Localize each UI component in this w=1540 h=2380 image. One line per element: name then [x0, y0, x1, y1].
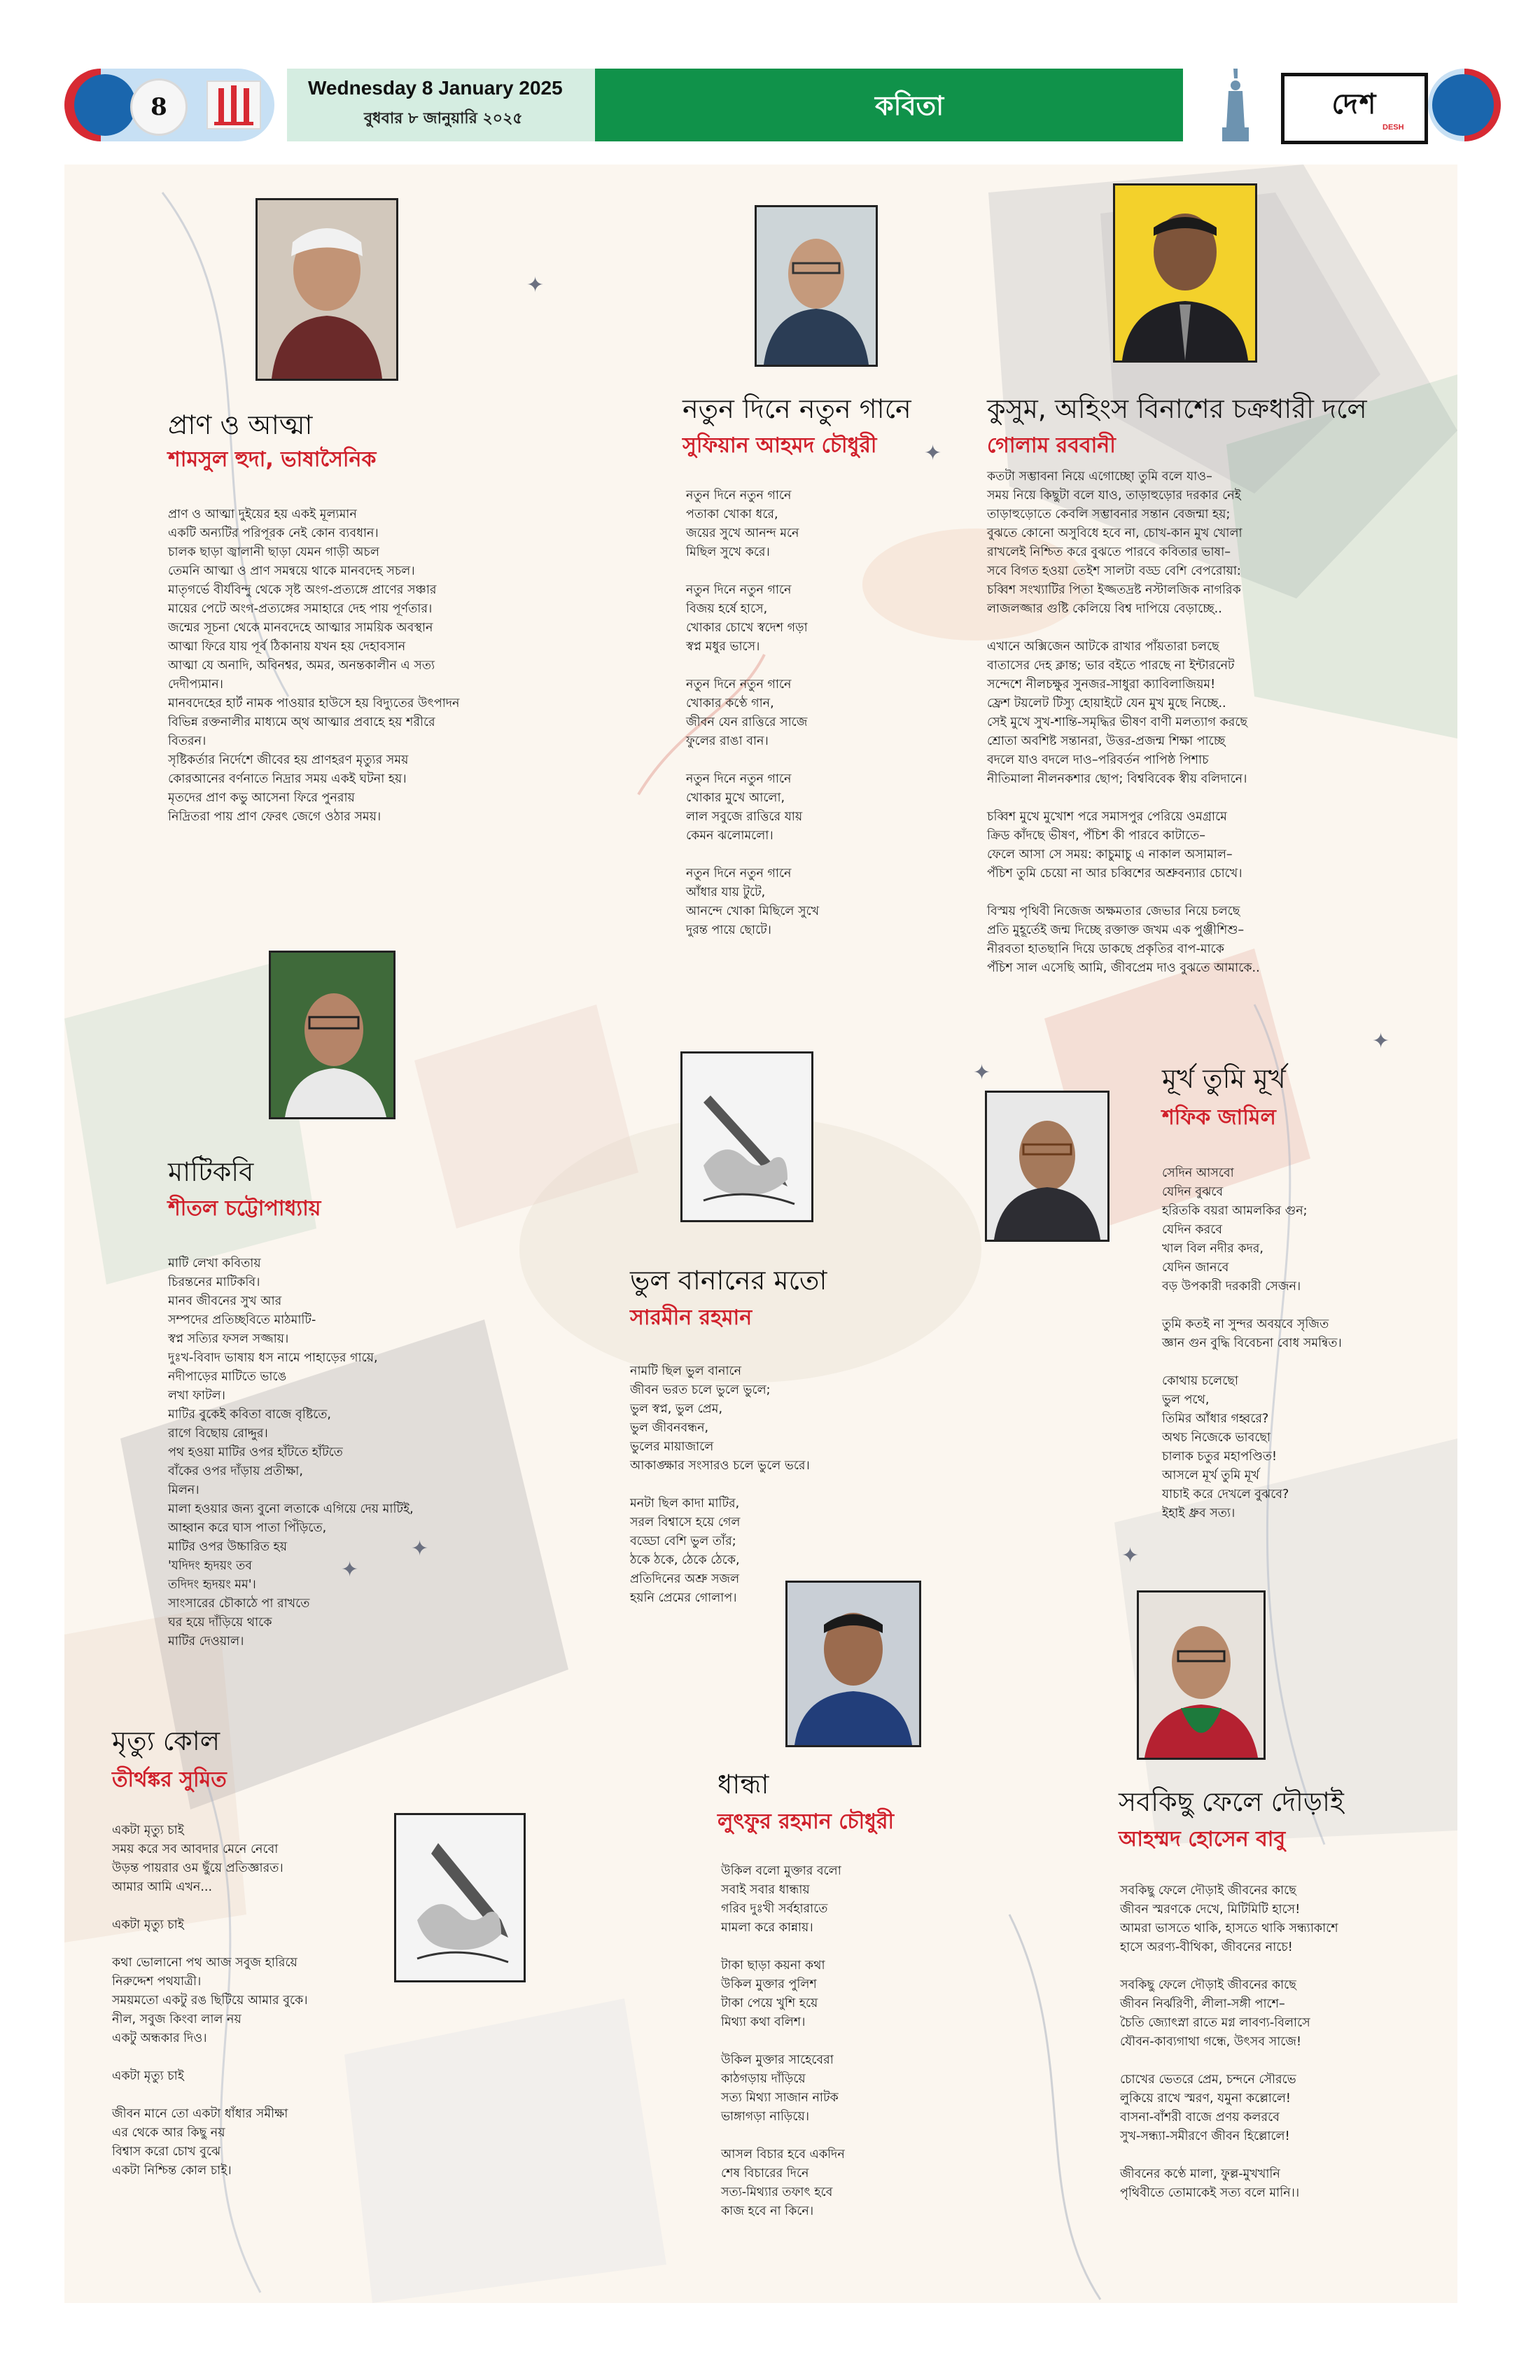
poem-stanza [1120, 2071, 1449, 2146]
poem-line: লুকিয়ে রাখে স্মরণ, যমুনা কল্লোলে! [1120, 2092, 1291, 2106]
poem-line: চালাক চতুর মহাপণ্ডিত! [1162, 1450, 1278, 1464]
poem-line: সময়মতো একটু রঙ ছিটিয়ে আমার বুকে। [112, 1994, 308, 2008]
poem-stanza [630, 1494, 980, 1608]
poem-line: আসল বিচার হবে একদিন [721, 2148, 845, 2162]
poem-line: তুমি কতই না সুন্দর অবয়বে সৃজিত [1162, 1317, 1329, 1331]
poem-body [1162, 1164, 1456, 1523]
poem-line: চোখের ভেতরে প্রেম, চন্দনে সৌরভে [1120, 2073, 1296, 2087]
poem-line: কাজ হবে না কিনে। [721, 2204, 814, 2218]
poem-line: একটা নিশ্চিন্ত কোল চাই। [112, 2164, 232, 2178]
poem-line: মাটির ওপর উচ্চারিত হয় [168, 1540, 288, 1554]
poem-body [630, 1362, 980, 1608]
poem-line: নতুন দিনে নতুন গানে [686, 867, 792, 881]
poem-line: আনন্দে খোকা মিছিলে সুখে [686, 904, 820, 918]
poem-line: তাড়াহুড়োতে কেবলি সম্ভাবনার সন্তান বেজন্মা হয়; [987, 507, 1231, 522]
poem-line: সেই মুখে সুখ-শান্তি-সমৃদ্ধির ভীষণ বাণী মলত্যাগ করছে [987, 715, 1247, 729]
poem-stanza [630, 1362, 980, 1476]
poem-stanza [1162, 1164, 1456, 1296]
poem-line: মাটির বুকেই কবিতা বাজে বৃষ্টিতে, [168, 1408, 331, 1422]
poem-line: লাজলজ্জার গুষ্টি কেলিয়ে বিশ্ব দাপিয়ে বেড়াচ্ছে.. [987, 602, 1222, 616]
poem-author: লুৎফুর রহমান চৌধুরী [718, 1809, 895, 1834]
poem-line: সৃষ্টিকর্তার নির্দেশে জীবের হয় প্রাণহরণ মৃত্যুর সময় [168, 753, 409, 767]
poem-line: যাচাই করে দেখলে বুঝবে? [1162, 1488, 1289, 1502]
poem-line: একটি অন্যটির পরিপূরক নেই কোন ব্যবধান। [168, 526, 379, 540]
poem-line: ফ্রেশ টয়লেট টিস্যু হোয়াইটে যেন মুখ মুছে নিচ্ছে.. [987, 696, 1226, 710]
poem-line: মিলন। [168, 1483, 200, 1497]
poem-line: জীবন ভরত চলে ভুলে ভুলে; [630, 1383, 771, 1397]
poem-line: নামটি ছিল ভুল বানানে [630, 1364, 742, 1378]
poem-body [686, 486, 917, 940]
poem-line: সবে বিগত হওয়া তেইশ সালটা বড্ড বেশি বেপরোয়া: [987, 564, 1241, 578]
poem-author: শীতল চট্টোপাধ্যায় [168, 1196, 321, 1221]
poem-line: প্রতি মুহূর্তেই জন্ম দিচ্ছে রক্তাক্ত জখম এক পুঞ্জীশিশু– [987, 923, 1245, 937]
poem-stanza [1120, 1882, 1449, 1957]
poem-line: সুখ-সন্ধ্যা-সমীরণে জীবন হিল্লোলে! [1120, 2129, 1290, 2143]
poem-line: নতুন দিনে নতুন গানে [686, 583, 792, 597]
poem-line: জীবন মানে তো একটা ধাঁধার সমীক্ষা [112, 2107, 288, 2121]
poem-line: চব্বিশ সংখ্যাটির পিতা ইজ্জতদ্রষ্ট নস্টালজিক নাগরিক [987, 583, 1241, 597]
poem-line: দুঃখ-বিবাদ ভাষায় ধস নামে পাহাড়ের গায়ে, [168, 1351, 378, 1365]
poem-title: সবকিছু ফেলে দৌড়াই [1119, 1786, 1344, 1817]
poem-line: মনটা ছিল কাদা মাটির, [630, 1497, 740, 1511]
poem-line: ক্রিড কাঁদছে ভীষণ, পঁচিশ কী পারবে কাটাতে– [987, 829, 1206, 843]
poem-line: আত্মা ফিরে যায় পূর্ব ঠিকানায় যখন হয় দেহাবসান [168, 640, 406, 654]
poem-stanza [987, 808, 1449, 883]
sparkle-icon: ✦ [1372, 1029, 1390, 1054]
poem-line: বিজয় হর্ষে হাসে, [686, 602, 768, 616]
poem-line: নতুন দিনে নতুন গানে [686, 489, 792, 503]
poem-stanza [1162, 1315, 1456, 1353]
poem-line: জীবন স্মরণকে দেখে, মিটিমিটি হাসে! [1120, 1903, 1301, 1917]
poem-stanza [721, 2146, 1015, 2221]
poem-line: আহ্বান করে ঘাস পাতা পিঁড়িতে, [168, 1521, 327, 1535]
poem-stanza [112, 1821, 448, 1897]
poem-stanza [686, 676, 917, 751]
poem-line: বদলে যাও বদলে দাও–পরিবর্তন পাপিষ্ঠ পিশাচ [987, 753, 1209, 767]
poem-line: সন্দেশে নীলচক্ষুর সুনজর-সাধুরা ক্যাবিলাজিয়ম! [987, 678, 1216, 692]
poem-line: ভুল পথে, [1162, 1393, 1210, 1407]
poem-line: খোকার মুখে আলো, [686, 791, 785, 805]
poem-line: একটু অন্ধকার দিও। [112, 2031, 207, 2045]
poem-body [112, 1821, 448, 2180]
sparkle-icon: ✦ [1121, 1544, 1140, 1568]
poem-title: মৃত্যু কোল [112, 1726, 220, 1756]
poem-stanza [112, 2105, 448, 2180]
poem-line: বড্ডো বেশি ভুল তাঁর; [630, 1534, 736, 1548]
poem-stanza [1162, 1372, 1456, 1523]
pen-drawing-image [680, 1051, 813, 1222]
poem-line: যেদিন করবে [1162, 1223, 1223, 1237]
poem-line: সাংসারের চৌকাঠে পা রাখতে [168, 1597, 310, 1611]
poem-stanza [721, 1956, 1015, 2032]
poem-line: এর থেকে আর কিছু নয় [112, 2126, 225, 2140]
poem-line: মিছিল সুখে করে। [686, 545, 770, 559]
poem-line: রাগে বিছোয় রোদ্দুর। [168, 1427, 268, 1441]
poem-line: নদীপাড়ের মাটিতে ভাঙে [168, 1370, 287, 1384]
poem-author: শফিক জামিল [1162, 1105, 1276, 1130]
poem-line: বিস্ময় পৃথিবী নিজেজ অক্ষমতার জেভার নিয়ে চলছে [987, 904, 1240, 918]
poem-line: পঁচিশ সাল এসেছি আমি, জীবপ্রেম দাও বুঝতে আমাকে.. [987, 961, 1260, 975]
poem-line: ফুলের রাঙা বান। [686, 734, 769, 748]
sparkle-icon: ✦ [924, 441, 942, 465]
date-english: Wednesday 8 January 2025 [308, 77, 563, 99]
poem-title: প্রাণ ও আত্মা [168, 410, 313, 440]
poem-line: চৈতি জ্যোৎস্না রাতে মগ্ন লাবণ্য-বিলাসে [1120, 2016, 1310, 2030]
poem-line: 'যদিদং হৃদয়ং তব [168, 1559, 252, 1573]
poem-line: টাকা ছাড়া কয়না কথা [721, 1959, 825, 1973]
poem-line: ভুল জীবনবন্ধন, [630, 1421, 709, 1435]
poem-line: পথ হওয়া মাটির ওপর হাঁটতে হাঁটতে [168, 1446, 343, 1460]
poem-stanza [987, 902, 1449, 978]
poem-line: যৌবন-কাব্যগাথা গন্ধে, উৎসব সাজে! [1120, 2035, 1302, 2049]
poem-line: মাটির দেওয়াল। [168, 1634, 244, 1648]
poem-line: মানবদেহের হার্ট নামক পাওয়ার হাউসে হয় বিদ্যুতের উৎপাদন [168, 696, 460, 710]
poem-line: সময় নিয়ে কিছুটা বলে যাও, তাড়াহুড়োর দরকার নেই [987, 489, 1241, 503]
poem-line: সরল বিশ্বাসে হয়ে গেল [630, 1516, 741, 1530]
poem-line: ইহাই ধ্রুব সত্য। [1162, 1506, 1236, 1520]
poem-line: ভাঙ্গাগড়া নাড়িয়ে। [721, 2110, 810, 2124]
poem-stanza [112, 2067, 448, 2086]
poem-line: হরিতকি বয়রা আমলকির গুন; [1162, 1204, 1308, 1218]
poem-body [168, 1254, 588, 1651]
poem-body [1120, 1882, 1449, 2203]
sparkle-icon: ✦ [973, 1060, 991, 1085]
poem-title: কুসুম, অহিংস বিনাশের চক্রধারী দলে [987, 393, 1367, 424]
poem-line: জয়ের সুখে আনন্দ মনে [686, 526, 799, 540]
poem-stanza [686, 486, 917, 562]
poem-stanza [686, 770, 917, 846]
poem-line: সত্য মিথ্যা সাজান নাটক [721, 2091, 839, 2105]
poem-title: ধান্ধা [718, 1769, 769, 1800]
poem-line: নতুন দিনে নতুন গানে [686, 678, 792, 692]
poem-line: মৃতদের প্রাণ কভু আসেনা ফিরে পুনরায় [168, 791, 355, 805]
poem-stanza [721, 2051, 1015, 2127]
poem-line: চালক ছাড়া জ্বালানী ছাড়া যেমন গাড়ী অচল [168, 545, 379, 559]
poem-line: তেমনি আত্মা ও প্রাণ সমন্বয়ে থাকে মানবদেহ সচল। [168, 564, 415, 578]
desh-logo: দেশ [1281, 73, 1428, 144]
poem-line: ঠকে ঠকে, ঠেকে ঠেকে, [630, 1553, 740, 1567]
poem-line: মাটি লেখা কবিতায় [168, 1256, 261, 1270]
poem-title: ভুল বানানের মতো [630, 1265, 827, 1296]
poem-line: আমার আমি এখন... [112, 1880, 213, 1894]
poem-line: পৃথিবীতে তোমাকেই সত্য বলে মানি।। [1120, 2186, 1300, 2200]
poem-line: পতাকা খোকা ধরে, [686, 507, 778, 522]
poem-line: খোকার চোখে স্বদেশ গড়া [686, 621, 808, 635]
poem-line: মিথ্যা কথা বলিশ। [721, 2015, 806, 2029]
poem-stanza [1120, 1976, 1449, 2052]
poem-line: কেমন ঝলোমলো। [686, 829, 774, 843]
poem-author: গোলাম রববানী [987, 433, 1116, 458]
poem-line: ভুল স্বপ্ন, ভুল প্রেম, [630, 1402, 723, 1416]
poem-line: নিদ্রিতরা পায় প্রাণ ফেরৎ জেগে ওঠার সময়। [168, 810, 382, 824]
poem-line: শ্রোতা অবশিষ্ট সন্তানরা, উত্তর-প্রজন্ম শিক্ষা পাচ্ছে [987, 734, 1226, 748]
poem-line: সময় করে সব আবদার মেনে নেবো [112, 1842, 279, 1856]
poem-line: উকিল মুক্তার পুলিশ [721, 1977, 817, 1991]
poem-line: একটা মৃত্যু চাই [112, 1918, 184, 1932]
poem-body [721, 1862, 1015, 2221]
poem-line: স্বপ্ন সত্যির ফসল সজ্জায়। [168, 1332, 289, 1346]
poem-line: জীবনের কণ্ঠে মালা, ফুল্ল-মুখখানি [1120, 2167, 1280, 2181]
poem-line: সবকিছু ফেলে দৌড়াই জীবনের কাছে [1120, 1884, 1296, 1898]
poem-line: অথচ নিজেকে ভাবছো [1162, 1431, 1271, 1445]
poem-line: ফেলে আসা সে সময়: কাচুমাচু এ নাকাল অসামাল– [987, 848, 1233, 862]
shaheed-minar-icon [204, 78, 263, 132]
poem-line: সেদিন আসবো [1162, 1166, 1234, 1180]
poem-line: বড় উপকারী দরকারী সেজন। [1162, 1280, 1301, 1294]
poem-line: রাখলেই নিশ্চিত করে বুঝতে পারবে কবিতার ভাষা– [987, 545, 1231, 559]
poem-stanza [112, 1916, 448, 1935]
poem-author: সারমীন রহমান [630, 1306, 752, 1330]
poem-line: নীরবতা হাতছানি দিয়ে ডাকছে প্রকৃতির বাপ-মাকে [987, 942, 1224, 956]
poem-line: উকিল মুক্তার সাহেবেরা [721, 2053, 834, 2067]
poem-line: বাঁকের ওপর দাঁড়ায় প্রতীক্ষা, [168, 1464, 303, 1478]
poem-line: শেষ বিচারের দিনে [721, 2166, 809, 2180]
poem-line: আঁধার যায় টুটে, [686, 886, 766, 899]
header-left-dot [74, 74, 136, 136]
poem-line: মালা হওয়ার জন্য বুনো লতাকে এগিয়ে দেয় মাটিই, [168, 1502, 414, 1516]
poem-line: নীতিমালা নীলনকশার ছোপ; বিশ্ববিবেক স্বীয় বলিদানে। [987, 772, 1247, 786]
poem-body [168, 505, 602, 827]
poem-line: নতুন দিনে নতুন গানে [686, 772, 792, 786]
poem-line: খোকার কণ্ঠে গান, [686, 696, 774, 710]
author-photo [755, 205, 878, 367]
poem-line: সম্পদের প্রতিচ্ছবিতে মাঠমাটি- [168, 1313, 316, 1327]
author-photo [1113, 183, 1257, 363]
poem-line: সবাই সবার ধান্ধায় [721, 1883, 810, 1897]
poem-stanza [112, 1954, 448, 2048]
poem-line: জীবন যেন রাত্তিরে সাজে [686, 715, 808, 729]
poem-title: নতুন দিনে নতুন গানে [682, 393, 911, 424]
poem-author: আহম্মদ হোসেন বাবু [1119, 1827, 1286, 1851]
poem-line: চিরন্তনের মাটিকবি। [168, 1275, 260, 1289]
poem-stanza [686, 864, 917, 940]
poem-line: বাতাসের দেহ ক্লান্ত; ভার বইতে পারছে না ইন্টারনেট [987, 659, 1235, 673]
poem-line: ভুলের মায়াজালে [630, 1440, 714, 1454]
poem-line: বাসনা-বাঁশরী বাজে প্রণয় কলরবে [1120, 2110, 1280, 2124]
poem-line: দেদীপ্যমান। [168, 678, 223, 692]
poem-line: উড়ন্ত পায়রার ওম ছুঁয়ে প্রতিজ্ঞারত। [112, 1861, 284, 1875]
poem-line: প্রাণ ও আত্মা দুইয়ের হয় একই মূল্যমান [168, 507, 357, 522]
header-right-dot [1432, 74, 1494, 136]
poem-line: জন্মের সূচনা থেকে মানবদেহে আত্মার সাময়িক অবস্থান [168, 621, 433, 635]
poem-line: হাসে অরণ্য-বীথিকা, জীবনের নাচে! [1120, 1940, 1293, 1954]
poem-line: সত্য-মিথ্যার তফাৎ হবে [721, 2185, 833, 2199]
poem-stanza [987, 468, 1449, 619]
poem-line: আত্মা যে অনাদি, অবিনশ্বর, অমর, অনন্তকালীন এ সত্য [168, 659, 435, 673]
desh-logo-sub: DESH [1382, 123, 1404, 132]
poem-line: পঁচিশ তুমি চেয়ো না আর চব্বিশের অশ্রুবন্যার চোখে। [987, 867, 1242, 881]
poem-author: শামসুল হুদা, ভাষাসৈনিক [168, 447, 377, 472]
poem-line: বিভিন্ন রক্তনালীর মাধ্যমে অ্থ আত্মার প্রবাহে হয় শরীরে [168, 715, 435, 729]
poem-line: দুরন্ত পায়ে ছোটে। [686, 923, 771, 937]
poem-line: বিশ্বাস করো চোখ বুঝে [112, 2145, 221, 2159]
poem-line: কতটা সম্ভাবনা নিয়ে এগোচ্ছো তুমি বলে যাও– [987, 470, 1212, 484]
poem-line: বুঝতে কোনো অসুবিধে হবে না, চোখ-কান মুখ খোলা [987, 526, 1242, 540]
poem-line: জ্ঞান গুন বুদ্ধি বিবেচনা বোধ সমন্বিত। [1162, 1336, 1342, 1350]
poem-line: জীবন নির্ঝরিণী, লীলা-সঙ্গী পাশে– [1120, 1997, 1285, 2011]
poem-line: প্রতিদিনের অশ্রু সজল [630, 1572, 740, 1586]
date-bangla: বুধবার ৮ জানুয়ারি ২০২৫ [364, 110, 523, 127]
sparkle-icon: ✦ [341, 1558, 359, 1582]
page-number: 8 [130, 78, 188, 136]
author-photo [269, 951, 396, 1119]
poem-author: সুফিয়ান আহমদ চৌধুরী [682, 433, 877, 458]
poem-line: নিরুদ্দেশ পথযাত্রী। [112, 1975, 202, 1989]
poem-line: কাঠগড়ায় দাঁড়িয়ে [721, 2072, 806, 2086]
sparkle-icon: ✦ [526, 273, 545, 298]
poem-line: উকিল বলো মুক্তার বলো [721, 1864, 841, 1878]
poem-line: এখানে অক্সিজেন আটকে রাখার পাঁয়তারা চলছে [987, 640, 1219, 654]
poem-line: খাল বিল নদীর কদর, [1162, 1242, 1264, 1256]
poem-line: মানব জীবনের সুখ আর [168, 1294, 282, 1308]
poem-line: লাল সবুজে রাত্তিরে যায় [686, 810, 803, 824]
author-photo [255, 198, 398, 381]
poem-line: টাকা পেয়ে খুশি হয়ে [721, 1996, 818, 2010]
poem-line: যেদিন জানবে [1162, 1261, 1229, 1275]
poem-line: নীল, সবুজ কিংবা লাল নয় [112, 2012, 241, 2026]
poem-line: কোথায় চলেছো [1162, 1374, 1238, 1388]
poem-line: আকাঙ্ক্ষার সংসারও চলে ভুলে ভরে। [630, 1459, 810, 1473]
poem-stanza [721, 1862, 1015, 1938]
poem-line: স্বপ্ন মধুর ভাসে। [686, 640, 760, 654]
poem-title: মাটিকবি [168, 1156, 254, 1187]
poem-line: তদিদং হৃদয়ং মম'। [168, 1578, 256, 1592]
poem-stanza [987, 638, 1449, 789]
poem-line: কথা ভোলানো পথ আজ সবুজ হারিয়ে [112, 1956, 298, 1970]
poem-stanza [168, 505, 602, 827]
poem-line: একটা মৃত্যু চাই [112, 1823, 184, 1837]
poem-stanza [1120, 2165, 1449, 2203]
poem-line: আমরা ভাসতে থাকি, হাসতে থাকি সন্ধ্যাকাশে [1120, 1921, 1338, 1935]
poem-title: মূর্খ তুমি মূর্খ [1162, 1063, 1286, 1094]
poem-line: চব্বিশ মুখে মুখোশ পরে সমাসপুর পেরিয়ে ওমগ্রামে [987, 810, 1227, 824]
poem-line: যেদিন বুঝবে [1162, 1185, 1224, 1199]
poem-author: তীর্থঙ্কর সুমিত [112, 1768, 227, 1792]
page-header [0, 0, 1540, 154]
poem-body [987, 468, 1449, 978]
poem-line: হয়নি প্রেমের গোলাপ। [630, 1591, 737, 1605]
poem-line: মামলা করে কান্নায়। [721, 1921, 813, 1935]
liberty-statue-icon [1211, 64, 1260, 143]
poem-line: মায়ের পেটে অংগ-প্রত্যঙ্গের সমাহারে দেহ পায় পূর্ণতার। [168, 602, 433, 616]
poem-line: মাতৃগর্ভে বীর্যবিন্দু থেকে সৃষ্ট অংগ-প্রত্যঙ্গে প্রাণের সঞ্চার [168, 583, 437, 597]
poem-stanza [686, 581, 917, 657]
poem-line: তিমির আঁধার গহ্বরে? [1162, 1412, 1269, 1426]
poem-line: আসলে মূর্খ তুমি মূর্খ [1162, 1469, 1260, 1483]
poem-stanza [168, 1254, 588, 1651]
author-photo [985, 1091, 1110, 1242]
poem-line: ঘর হয়ে দাঁড়িয়ে থাকে [168, 1616, 272, 1630]
sparkle-icon: ✦ [411, 1536, 429, 1561]
poem-line: বিতরন। [168, 734, 206, 748]
poem-line: একটা মৃত্যু চাই [112, 2069, 184, 2083]
poem-line: গরিব দুঃখী সর্বহারাতে [721, 1902, 828, 1916]
section-label: কবিতা [875, 90, 944, 121]
poem-line: কোরআনের বর্ণনাতে নিদ্রার সময় একই ঘটনা হয়। [168, 772, 407, 786]
author-photo [1137, 1590, 1266, 1760]
poem-line: লখা ফাটল। [168, 1389, 225, 1403]
poem-line: সবকিছু ফেলে দৌড়াই জীবনের কাছে [1120, 1978, 1296, 1992]
